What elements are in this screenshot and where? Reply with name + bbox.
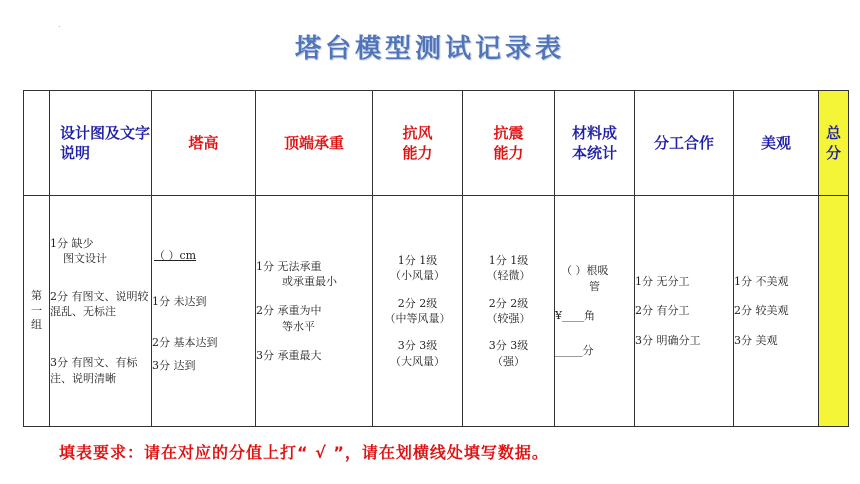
group-label: 第一组	[31, 288, 42, 332]
header-wind-label: 抗风能力	[402, 123, 433, 162]
load-score-3: 3分 承重最大	[256, 349, 322, 363]
header-design	[50, 91, 152, 196]
wind-score-3-desc: （大风量）	[390, 354, 445, 368]
material-cell	[555, 196, 635, 427]
header-wind	[373, 91, 463, 196]
height-cell	[152, 196, 256, 427]
design-score-1: 1分 缺少	[50, 236, 94, 250]
teamwork-score-2: 2分 有分工	[635, 304, 690, 318]
header-total	[819, 91, 849, 196]
design-cell	[50, 196, 152, 427]
header-row	[24, 91, 849, 196]
teamwork-score-3: 3分 明确分工	[635, 333, 701, 347]
height-score-3: 3分 达到	[152, 359, 196, 373]
header-quake	[463, 91, 555, 196]
design-score-3: 3分 有图文、有标注、说明清晰	[50, 356, 138, 385]
appearance-score-2: 2分 较美观	[734, 304, 789, 318]
quake-score-1-desc: （轻微）	[486, 269, 531, 283]
page-title: 塔台模型测试记录表	[294, 34, 565, 64]
load-score-2: 2分 承重为中	[256, 304, 322, 318]
quake-cell	[463, 196, 555, 427]
material-straw-unit: 管	[589, 279, 600, 293]
header-total-label: 总分	[825, 123, 841, 162]
teamwork-cell	[635, 196, 734, 427]
header-quake-label: 抗震能力	[493, 123, 524, 162]
appearance-score-1: 1分 不美观	[734, 274, 789, 288]
decorative-dot: .	[58, 20, 61, 29]
header-group	[24, 91, 50, 196]
record-table	[23, 90, 849, 427]
material-cost-fen: _____分	[555, 344, 594, 358]
design-score-2: 2分 有图文、说明较混乱、无标注	[50, 289, 149, 318]
teamwork-score-1: 1分 无分工	[635, 274, 690, 288]
fill-instructions: 填表要求：请在对应的分值上打“ √ ”，请在划横线处填写数据。	[59, 443, 549, 462]
header-height: 塔高	[152, 91, 256, 196]
height-score-1: 1分 未达到	[152, 294, 207, 308]
quake-score-3-desc: （强）	[492, 354, 525, 368]
quake-score-3: 3分 3级	[488, 339, 529, 353]
appearance-score-3: 3分 美观	[734, 333, 778, 347]
total-score-cell[interactable]	[819, 196, 849, 427]
wind-score-3: 3分 3级	[397, 339, 438, 353]
height-score-2: 2分 基本达到	[152, 336, 218, 349]
material-straw-count: （ ）根吸	[561, 264, 609, 278]
load-score-1-desc: 或承重最小	[282, 274, 337, 288]
wind-cell	[373, 196, 463, 427]
height-blank: （ ）cm	[154, 249, 197, 263]
wind-score-2: 2分 2级	[397, 296, 438, 310]
header-load: 顶端承重	[256, 91, 373, 196]
wind-score-1-desc: （小风量）	[390, 269, 445, 283]
header-material-label: 材料成本统计	[571, 123, 617, 162]
wind-score-2-desc: （中等风量）	[384, 312, 451, 325]
quake-score-1: 1分 1级	[488, 253, 529, 267]
material-cost-jiao: ¥____角	[555, 309, 595, 322]
group-label-cell	[24, 196, 50, 427]
header-design-label: 设计图及文字说明	[60, 123, 151, 162]
appearance-cell	[734, 196, 819, 427]
header-material	[555, 91, 635, 196]
load-cell	[256, 196, 373, 427]
quake-score-2: 2分 2级	[488, 296, 529, 310]
design-score-1-desc: 图文设计	[63, 252, 107, 266]
group-row	[24, 196, 849, 427]
load-score-1: 1分 无法承重	[256, 259, 322, 273]
wind-score-1: 1分 1级	[397, 253, 438, 267]
load-score-2-desc: 等水平	[282, 319, 315, 333]
header-appearance: 美观	[734, 91, 819, 196]
quake-score-2-desc: （较强）	[486, 312, 531, 325]
header-teamwork: 分工合作	[635, 91, 734, 196]
